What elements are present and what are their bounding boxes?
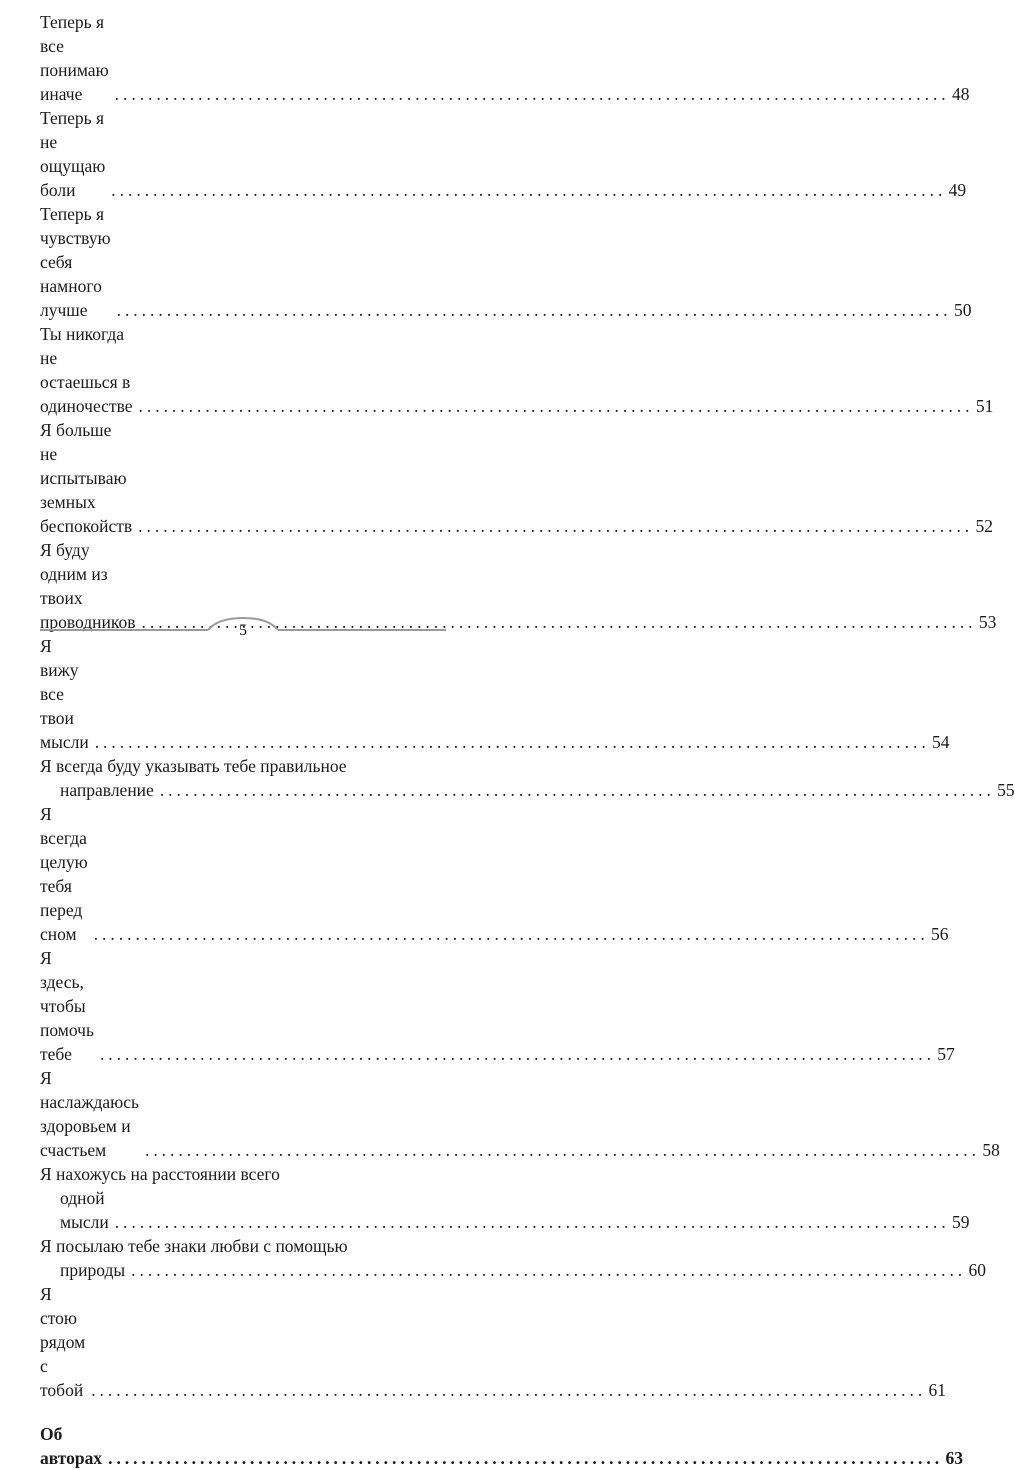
- toc-entry-title: Ты никогда не остаешься в одиночестве: [40, 324, 133, 416]
- toc-entry-title-line: одной мысли: [60, 1188, 109, 1232]
- toc-entry-page: 63: [945, 1448, 963, 1468]
- toc-entry[interactable]: [40, 634, 950, 754]
- toc-entry-title: Об авторах: [40, 1424, 103, 1468]
- toc-entry-page: 53: [978, 612, 997, 632]
- leader-dots: [111, 178, 942, 202]
- toc-entry-page: 48: [951, 84, 970, 104]
- toc-entry-title-block: [40, 754, 1015, 802]
- leader-dots: [91, 1378, 922, 1402]
- toc-entry-title: Я всегда целую тебя перед сном: [40, 804, 88, 944]
- toc-entry-page: 52: [975, 516, 993, 536]
- toc-entry-title-line: природы: [60, 1260, 126, 1280]
- toc-entry-page: 57: [937, 1044, 955, 1064]
- toc-entry[interactable]: [40, 322, 994, 418]
- toc-entry-page: 60: [968, 1260, 986, 1280]
- table-of-contents: [40, 10, 1015, 1470]
- leader-dots: [160, 778, 991, 802]
- toc-entry-title-line: Я нахожусь на расстоянии всего: [40, 1164, 280, 1184]
- toc-entry-page: 50: [953, 300, 972, 320]
- leader-dots: [115, 1210, 946, 1234]
- toc-entry-title-block: [40, 1162, 970, 1234]
- toc-entry[interactable]: [40, 202, 972, 322]
- toc-entry-title: Я буду одним из твоих проводников: [40, 540, 136, 632]
- toc-entry-page: 54: [932, 732, 950, 752]
- toc-entry-title: Теперь я чувствую себя намного лучше: [40, 204, 111, 320]
- toc-entry-title: Я здесь, чтобы помочь тебе: [40, 948, 94, 1064]
- toc-entry[interactable]: [40, 754, 1015, 802]
- toc-entries: [40, 10, 1015, 1402]
- toc-entry-title: Теперь я все понимаю иначе: [40, 12, 109, 104]
- toc-entry-page: 49: [948, 180, 967, 200]
- toc-entry[interactable]: [40, 1162, 970, 1234]
- leader-dots: [139, 394, 970, 418]
- toc-entry[interactable]: [40, 1282, 947, 1402]
- toc-spacer: [40, 1402, 446, 1422]
- toc-entry-title: Я вижу все твои мысли: [40, 636, 89, 752]
- toc-entry-title-block: [40, 1234, 986, 1282]
- toc-entry[interactable]: [40, 1234, 986, 1282]
- page-footer: [40, 614, 446, 644]
- toc-entry-page: 61: [928, 1380, 947, 1400]
- toc-entry[interactable]: [40, 1066, 1000, 1162]
- toc-entry[interactable]: [40, 946, 955, 1066]
- toc-entry-title: Теперь я не ощущаю боли: [40, 108, 106, 200]
- toc-entry-page: 51: [975, 396, 994, 416]
- leader-dots: [95, 730, 926, 754]
- toc-entry-page: 55: [997, 780, 1015, 800]
- leader-dots: [115, 82, 946, 106]
- toc-entry-title-line: Я всегда буду указывать тебе правильное: [40, 756, 347, 776]
- toc-entry[interactable]: [40, 106, 967, 202]
- toc-entry-last-line: [40, 1258, 986, 1282]
- leader-dots: [100, 1042, 931, 1066]
- toc-entry-title-line: направление: [60, 780, 154, 800]
- leader-dots: [108, 1446, 939, 1470]
- toc-entry-title: Я стою рядом с тобой: [40, 1284, 86, 1400]
- toc-entry-last-line: [40, 1186, 970, 1234]
- toc-entry-last-line: [40, 778, 1015, 802]
- toc-entry-title: Я больше не испытываю земных беспокойств: [40, 420, 133, 536]
- leader-dots: [117, 298, 948, 322]
- toc-entry-title: Я наслаждаюсь здоровьем и счастьем: [40, 1068, 139, 1160]
- toc-entry-title-line: Я посылаю тебе знаки любви с помощью: [40, 1236, 348, 1256]
- leader-dots: [138, 514, 969, 538]
- toc-entry-about-authors[interactable]: [40, 1422, 963, 1470]
- page-number: 5: [239, 622, 247, 639]
- toc-entry-page: 58: [982, 1140, 1000, 1160]
- toc-entry[interactable]: [40, 418, 993, 538]
- toc-entry[interactable]: [40, 10, 970, 106]
- toc-entry-page: 56: [931, 924, 949, 944]
- toc-entry[interactable]: [40, 802, 949, 946]
- leader-dots: [94, 922, 925, 946]
- leader-dots: [131, 1258, 962, 1282]
- leader-dots: [145, 1138, 976, 1162]
- toc-entry-page: 59: [952, 1212, 970, 1232]
